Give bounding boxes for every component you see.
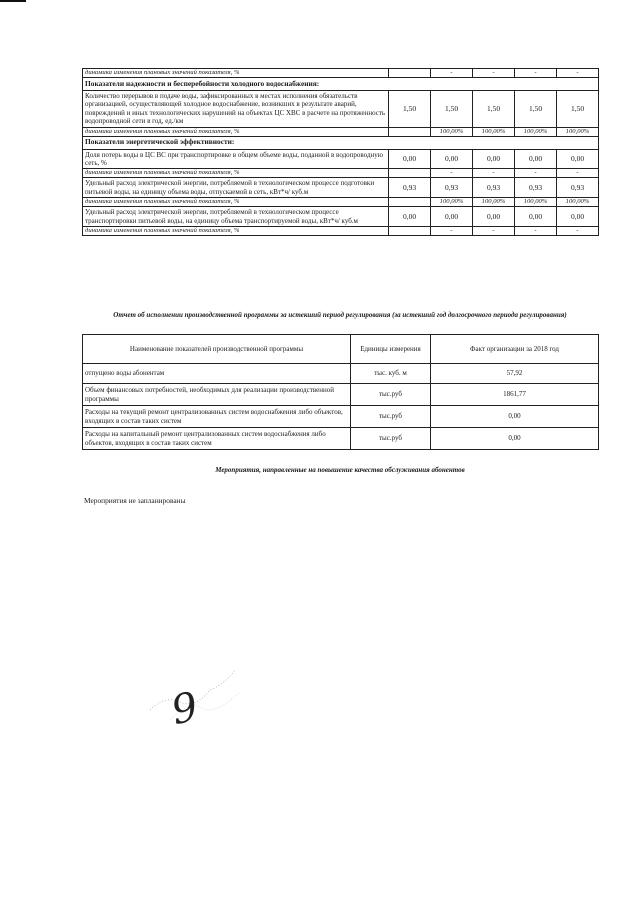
- row-unit: тыс. куб. м: [351, 364, 431, 384]
- indicator-value: 0,00: [431, 207, 473, 227]
- indicator-value: 1,50: [389, 91, 431, 128]
- header-indicator-name: Наименование показателей производственной программы: [83, 335, 351, 364]
- dynamics-row: [83, 169, 599, 178]
- indicator-value: 100,00%: [473, 127, 515, 136]
- events-title: Мероприятия, направленные на повышение качества обслуживания абонентов: [215, 466, 465, 474]
- indicator-value: 1,50: [431, 91, 473, 128]
- indicator-value: 0,93: [389, 178, 431, 198]
- indicator-value: [389, 169, 431, 178]
- table-row: [83, 384, 599, 406]
- indicator-value: 1,50: [557, 91, 599, 128]
- indicator-value: [389, 69, 431, 78]
- indicator-label: динамика изменения плановых значений показателя, %: [83, 226, 389, 235]
- indicator-label: Удельный расход электрической энергии, потребляемой в технологическом процессе подготовки питьевой воды, на единицу объема воды, отпускаемой в сеть, кВт*ч/ куб.м: [83, 178, 389, 198]
- indicator-value: 100,00%: [515, 127, 557, 136]
- indicator-value: -: [431, 69, 473, 78]
- row-value: 1861,77: [431, 384, 599, 406]
- row-value: 0,00: [431, 428, 599, 450]
- indicator-value: 100,00%: [557, 127, 599, 136]
- indicator-value: 1,50: [515, 91, 557, 128]
- indicator-value: 0,00: [515, 149, 557, 169]
- dynamics-row: [83, 226, 599, 235]
- indicator-value: 0,00: [431, 149, 473, 169]
- report-header-row: [83, 335, 599, 364]
- table-row: [83, 364, 599, 384]
- row-value: 57,92: [431, 364, 599, 384]
- indicator-row: [83, 207, 599, 227]
- indicator-value: 0,93: [431, 178, 473, 198]
- row-name: отпущено воды абонентам: [83, 364, 351, 384]
- row-value: 0,00: [431, 406, 599, 428]
- indicator-value: 100,00%: [473, 198, 515, 207]
- row-name: Расходы на текущий ремонт централизованных систем водоснабжения либо объектов, входящих в состав таких систем: [83, 406, 351, 428]
- indicator-value: -: [557, 226, 599, 235]
- section-header-row: [83, 78, 599, 91]
- indicator-label: динамика изменения плановых значений показателя, %: [83, 69, 389, 78]
- table-row: [83, 428, 599, 450]
- section-title: Показатели энергетической эффективности:: [83, 136, 599, 149]
- indicator-row: [83, 178, 599, 198]
- indicator-value: 0,00: [389, 207, 431, 227]
- indicator-row: [83, 91, 599, 128]
- indicator-value: 0,00: [473, 149, 515, 169]
- header-fact-2018: Факт организации за 2018 год: [431, 335, 599, 364]
- indicator-value: 0,00: [515, 207, 557, 227]
- scan-edge-mark: [0, 0, 26, 2]
- row-unit: тыс.руб: [351, 406, 431, 428]
- indicator-value: 100,00%: [431, 198, 473, 207]
- indicator-value: -: [557, 69, 599, 78]
- page-number: 9: [167, 683, 202, 735]
- production-program-report-table: [82, 334, 599, 450]
- row-unit: тыс.руб: [351, 384, 431, 406]
- table-row: [83, 406, 599, 428]
- section-header-row: [83, 136, 599, 149]
- indicator-value: [389, 226, 431, 235]
- indicator-label: Доля потерь воды в ЦС ВС при транспортировке в общем объеме воды, поданной в водопроводную сеть, %: [83, 149, 389, 169]
- indicator-label: динамика изменения плановых значений показателя, %: [83, 127, 389, 136]
- indicator-value: -: [473, 169, 515, 178]
- dynamics-row: [83, 69, 599, 78]
- indicator-value: -: [431, 226, 473, 235]
- indicator-row: [83, 149, 599, 169]
- indicator-value: 1,50: [473, 91, 515, 128]
- report-title: Отчет об исполнении производственной программы за истекший период регулирования (за истекший год долгосрочного периода регулирования): [113, 311, 567, 319]
- indicator-value: -: [473, 226, 515, 235]
- indicator-label: динамика изменения плановых значений показателя, %: [83, 169, 389, 178]
- indicator-value: [389, 127, 431, 136]
- indicator-label: Удельный расход электрической энергии, потребляемой в технологическом процессе транспортировки питьевой воды, на единицу объема транспортируемой воды, кВт*ч/ куб.м: [83, 207, 389, 227]
- row-unit: тыс.руб: [351, 428, 431, 450]
- indicators-table: [82, 68, 599, 236]
- indicator-value: -: [557, 169, 599, 178]
- dynamics-row: [83, 127, 599, 136]
- row-name: Объем финансовых потребностей, необходимых для реализации производственной программы: [83, 384, 351, 406]
- indicator-value: 0,93: [557, 178, 599, 198]
- indicator-value: -: [473, 69, 515, 78]
- indicator-value: 0,93: [473, 178, 515, 198]
- row-name: Расходы на капитальный ремонт централизованных систем водоснабжения либо объектов, входящих в состав таких систем: [83, 428, 351, 450]
- dynamics-row: [83, 198, 599, 207]
- indicator-value: 0,00: [557, 207, 599, 227]
- indicator-value: 100,00%: [557, 198, 599, 207]
- indicator-label: динамика изменения плановых значений показателя, %: [83, 198, 389, 207]
- indicator-value: 100,00%: [431, 127, 473, 136]
- signature-scribble: [140, 640, 260, 730]
- indicator-label: Количество перерывов в подаче воды, зафиксированных в местах исполнения обязательств организацией, осуществляющей холодное водоснабжение, возникших в результате аварий, повреждений и иных технологических нарушений на объектах ЦС ХВС в расчете на протяженность водопроводной сети в год, ед./км: [83, 91, 389, 128]
- indicator-value: -: [515, 226, 557, 235]
- indicator-value: 0,00: [557, 149, 599, 169]
- indicator-value: [389, 198, 431, 207]
- section-title: Показатели надежности и бесперебойности холодного водоснабжения:: [83, 78, 599, 91]
- indicator-value: -: [515, 69, 557, 78]
- header-unit: Единицы измерения: [351, 335, 431, 364]
- indicator-value: 100,00%: [515, 198, 557, 207]
- indicator-value: 0,93: [515, 178, 557, 198]
- indicator-value: -: [431, 169, 473, 178]
- indicator-value: 0,00: [389, 149, 431, 169]
- indicator-value: -: [515, 169, 557, 178]
- indicator-value: 0,00: [473, 207, 515, 227]
- events-text: Мероприятия не запланированы: [84, 496, 186, 505]
